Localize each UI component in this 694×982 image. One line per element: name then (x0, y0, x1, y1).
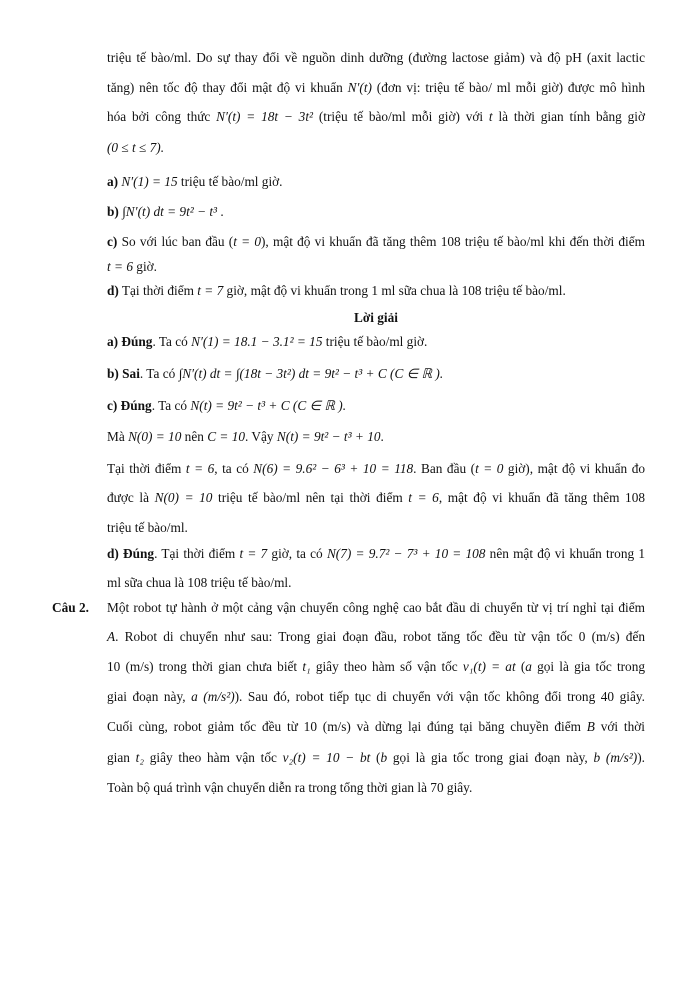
math-var: t₂ (135, 750, 144, 765)
label: b) Sai (107, 366, 140, 381)
text: giờ, mật độ vi khuẩn trong 1 ml sữa chua là 108 triệu tế bào/ml. (223, 283, 566, 298)
statement-d (107, 282, 645, 300)
text: giai đoạn này, (107, 689, 192, 704)
math: N(t) = 9t² − t³ + 10 (276, 429, 381, 444)
math-formula: N′(t) = 18t − 3t² (216, 109, 314, 124)
question-2-label: Câu 2. (52, 600, 89, 615)
label: b) (107, 204, 119, 219)
label: a) Đúng (107, 334, 153, 349)
math-var: t (488, 109, 493, 124)
question-2-line-5 (107, 718, 645, 736)
math: t = 7 (197, 283, 224, 298)
text: . Robot di chuyển như sau: Trong giai đoạn đầu, robot tăng tốc đều từ vận tốc (115, 629, 579, 644)
math: N(0) = 10 (154, 490, 213, 505)
text: . Ta có (151, 398, 191, 413)
text: . Vậy (245, 429, 277, 444)
label: d) Đúng (107, 546, 155, 561)
math: t = 7 (239, 546, 268, 561)
statement-c (107, 233, 645, 251)
text: , ta có (214, 461, 254, 476)
text: ), mật độ vi khuẩn đã tăng thêm 108 triệu tế bào/ml khi đến thời điểm (261, 234, 645, 249)
text: ). Sau đó, robot tiếp tục di chuyển với vận tốc không đổi trong 40 giây. (234, 689, 645, 704)
text: . Ban đầu ( (413, 461, 476, 476)
solution-c-line-3 (107, 460, 645, 478)
text: . (217, 204, 224, 219)
math-point: A (107, 629, 116, 644)
text: So với lúc ban đầu ( (117, 234, 234, 249)
question-2-line-2 (107, 628, 645, 646)
math: ∫N′(t) dt = ∫(18t − 3t²) dt = 9t² − t³ + C (C ∈ ℝ ). (178, 366, 444, 381)
text: Toàn bộ quá trình vận chuyển diễn ra trong tổng thời gian là 70 giây. (107, 780, 473, 795)
question-2-line-6 (107, 749, 645, 767)
solution-c-line-5 (107, 519, 645, 537)
math: N(t) = 9t² − t³ + C (C ∈ ℝ ). (190, 398, 347, 413)
math-var: a (525, 659, 532, 674)
text: gọi là gia tốc trong (531, 659, 646, 674)
text: . Tại thời điểm (154, 546, 240, 561)
heading-text: Lời giải (354, 310, 398, 325)
intro-line-4 (107, 139, 645, 157)
text: . (380, 429, 384, 444)
math: N′(1) = 18.1 − 3.1² = 15 (191, 334, 323, 349)
text: trong thời gian chưa biết (153, 659, 303, 674)
text: Tại thời điểm (107, 461, 186, 476)
solution-c-line-4 (107, 489, 645, 507)
text: là thời gian tính bằng giờ (492, 109, 645, 124)
solution-heading (107, 309, 645, 327)
statement-c-cont (107, 258, 645, 276)
text: giây theo hàm số vận tốc (310, 659, 463, 674)
text: Cuối cùng, robot giảm tốc đều từ (107, 719, 304, 734)
math: t = 6 (408, 490, 439, 505)
math: t = 0 (233, 234, 261, 249)
question-2-line-4 (107, 688, 645, 706)
text: và dừng lại đúng tại băng chuyền điểm (350, 719, 587, 734)
solution-b (107, 365, 645, 383)
text: giờ), mật độ vi khuẩn đo (503, 461, 645, 476)
math: 10 (m/s) (107, 659, 154, 674)
text: (triệu tế bào/ml mỗi giờ) với (313, 109, 489, 124)
text: Mà (107, 429, 129, 444)
solution-c (107, 397, 645, 415)
text: gian (107, 750, 136, 765)
text: triệu tế bào/ml giờ. (177, 174, 283, 189)
label: c) (107, 234, 118, 249)
text: (đơn vị: triệu tế bào/ ml mỗi giờ) được mô hình (371, 80, 645, 95)
math: v₂(t) = 10 − bt (282, 750, 371, 765)
math: t = 6 (107, 259, 133, 274)
intro-line-3 (107, 108, 645, 126)
math: ∫N′(t) dt = 9t² − t³ (122, 204, 218, 219)
question-2-line-3 (107, 658, 645, 676)
text: giờ, ta có (267, 546, 327, 561)
math: 10 (m/s) (303, 719, 351, 734)
math: a (m/s²) (191, 689, 235, 704)
math-var: t₁ (302, 659, 311, 674)
text: nên (181, 429, 208, 444)
intro-line-1 (107, 49, 645, 67)
text: , mật độ vi khuẩn đã tăng thêm 108 (438, 490, 646, 505)
text: triệu tế bào/ml. Do sự thay đổi về nguồn dinh dưỡng (đường lactose giảm) và độ pH (axit lactic (107, 50, 645, 65)
text: . Ta có (139, 366, 179, 381)
label: a) (107, 174, 119, 189)
solution-d (107, 545, 645, 563)
statement-b (107, 203, 645, 221)
text: gọi là gia tốc trong giai đoạn này, (387, 750, 594, 765)
text: ml sữa chua là 108 triệu tế bào/ml. (107, 575, 292, 590)
text: giây theo hàm vận tốc (143, 750, 283, 765)
text: triệu tế bào/ml. (107, 520, 188, 535)
math: 0 (m/s) (578, 629, 620, 644)
text: ( (370, 750, 381, 765)
text: được là (107, 490, 155, 505)
solution-d-line-2 (107, 574, 645, 592)
math-point: B (586, 719, 595, 734)
question-2-line-7 (107, 779, 645, 797)
math: N(0) = 10 (128, 429, 182, 444)
text: triệu tế bào/ml nên tại thời điểm (212, 490, 409, 505)
text: với thời (594, 719, 645, 734)
math: N(7) = 9.7² − 7³ + 10 = 108 (326, 546, 486, 561)
math: t = 6 (185, 461, 215, 476)
math: N′(1) = 15 (121, 174, 178, 189)
text: ( (515, 659, 526, 674)
solution-c-line-2 (107, 428, 645, 446)
math: C = 10 (207, 429, 246, 444)
text: đến (619, 629, 645, 644)
math: b (m/s²) (593, 750, 638, 765)
text: Tại thời điểm (118, 283, 198, 298)
math: v₁(t) = at (462, 659, 516, 674)
math-domain: (0 ≤ t ≤ 7). (107, 140, 165, 155)
text: ). (637, 750, 645, 765)
text: tăng) nên tốc độ thay đổi mật độ vi khuẩn (107, 80, 348, 95)
statement-a (107, 173, 645, 191)
intro-line-2 (107, 79, 645, 97)
text: nên mật độ vi khuẩn trong 1 (485, 546, 645, 561)
text: triệu tế bào/ml giờ. (322, 334, 428, 349)
math: N(6) = 9.6² − 6³ + 10 = 118 (253, 461, 414, 476)
label: d) (107, 283, 119, 298)
math: t = 0 (475, 461, 504, 476)
math-derivative: N′(t) (347, 80, 372, 95)
solution-a (107, 333, 645, 351)
text: hóa bởi công thức (107, 109, 217, 124)
label: c) Đúng (107, 398, 152, 413)
text: Một robot tự hành ở một cảng vận chuyển công nghệ cao bắt đầu di chuyển từ vị trí nghỉ tại điểm (107, 600, 645, 615)
question-2-line-1 (107, 599, 645, 617)
math-var: b (380, 750, 388, 765)
text: giờ. (132, 259, 157, 274)
text: . Ta có (152, 334, 192, 349)
